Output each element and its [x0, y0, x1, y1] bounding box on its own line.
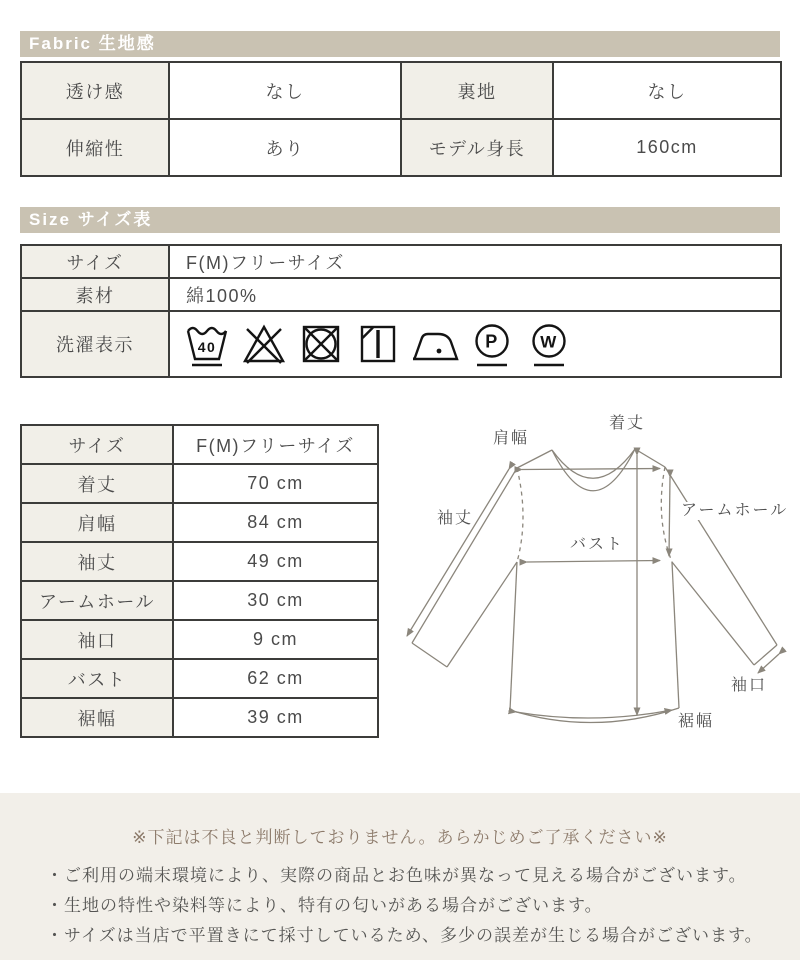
diagram-label-armhole: アームホール [681, 502, 789, 519]
table-row [21, 119, 781, 176]
measure-value-body-length: 70 cm [173, 464, 378, 503]
wash-40-icon [183, 319, 231, 369]
table-row [21, 464, 378, 503]
care-icons-cell [169, 311, 781, 377]
measure-value-shoulder: 84 cm [173, 503, 378, 542]
size-label: サイズ [21, 245, 169, 278]
table-row [21, 581, 378, 620]
dry-clean-p-icon [468, 319, 516, 369]
material-label: 素材 [21, 278, 169, 311]
measure-value-hem: 39 cm [173, 698, 378, 737]
notice-section [0, 793, 800, 960]
measure-header-label: サイズ [21, 425, 173, 464]
table-row [21, 659, 378, 698]
measure-value-armhole: 30 cm [173, 581, 378, 620]
measure-label-shoulder: 肩幅 [21, 503, 173, 542]
notice-title: ※下記は不良と判断しておりません。あらかじめご了承ください※ [132, 828, 668, 847]
fabric-value-sheerness: なし [169, 62, 401, 119]
fabric-section-header: Fabric 生地感 [20, 31, 780, 57]
diagram-label-shoulder-width: 肩幅 [493, 430, 530, 447]
do-not-bleach-icon [240, 319, 288, 369]
measure-value-bust: 62 cm [173, 659, 378, 698]
table-row [21, 62, 781, 119]
care-icons-row [170, 319, 780, 369]
measure-label-cuff: 袖口 [21, 620, 173, 659]
garment-measurement-diagram [393, 410, 793, 745]
size-section-header: Size サイズ表 [20, 207, 780, 233]
notice-bullet-sizing: ・サイズは当店で平置きにて採寸しているため、多少の誤差が生じる場合がございます。 [46, 926, 763, 945]
fabric-value-lining: なし [553, 62, 781, 119]
hang-dry-in-shade-icon [354, 319, 402, 369]
table-row [21, 245, 781, 278]
measurements-table [20, 424, 379, 738]
table-row [21, 311, 781, 377]
measure-value-cuff: 9 cm [173, 620, 378, 659]
measure-label-body-length: 着丈 [21, 464, 173, 503]
size-value: F(M)フリーサイズ [169, 245, 781, 278]
table-row [21, 425, 378, 464]
measure-value-sleeve: 49 cm [173, 542, 378, 581]
notice-bullet-smell: ・生地の特性や染料等により、特有の匂いがある場合がございます。 [46, 896, 603, 915]
svg-text:40: 40 [197, 339, 217, 355]
notice-bullet-color: ・ご利用の端末環境により、実際の商品とお色味が異なって見える場合がございます。 [46, 866, 747, 885]
notice-list [0, 861, 800, 951]
fabric-table [20, 61, 782, 177]
diagram-label-hem-width: 裾幅 [678, 713, 715, 730]
measure-header-value: F(M)フリーサイズ [173, 425, 378, 464]
care-label: 洗濯表示 [21, 311, 169, 377]
fabric-label-stretch: 伸縮性 [21, 119, 169, 176]
fabric-label-sheerness: 透け感 [21, 62, 169, 119]
measure-label-hem: 裾幅 [21, 698, 173, 737]
iron-low-heat-icon [411, 319, 459, 369]
measure-label-sleeve: 袖丈 [21, 542, 173, 581]
measure-label-armhole: アームホール [21, 581, 173, 620]
diagram-label-sleeve-length: 袖丈 [437, 510, 474, 527]
svg-text:W: W [540, 332, 558, 352]
fabric-value-model-height: 160cm [553, 119, 781, 176]
fabric-label-model-height: モデル身長 [401, 119, 553, 176]
table-row [21, 503, 378, 542]
fabric-value-stretch: あり [169, 119, 401, 176]
wet-clean-w-icon [525, 319, 573, 369]
table-row [21, 278, 781, 311]
svg-text:P: P [485, 331, 499, 352]
table-row [21, 698, 378, 737]
do-not-tumble-dry-icon [297, 319, 345, 369]
table-row [21, 620, 378, 659]
diagram-label-body-length: 着丈 [609, 415, 646, 432]
measure-label-bust: バスト [21, 659, 173, 698]
fabric-label-lining: 裏地 [401, 62, 553, 119]
material-value: 綿100% [169, 278, 781, 311]
diagram-label-bust: バスト [570, 536, 625, 553]
diagram-label-cuff: 袖口 [731, 677, 768, 694]
size-info-table [20, 244, 782, 378]
table-row [21, 542, 378, 581]
